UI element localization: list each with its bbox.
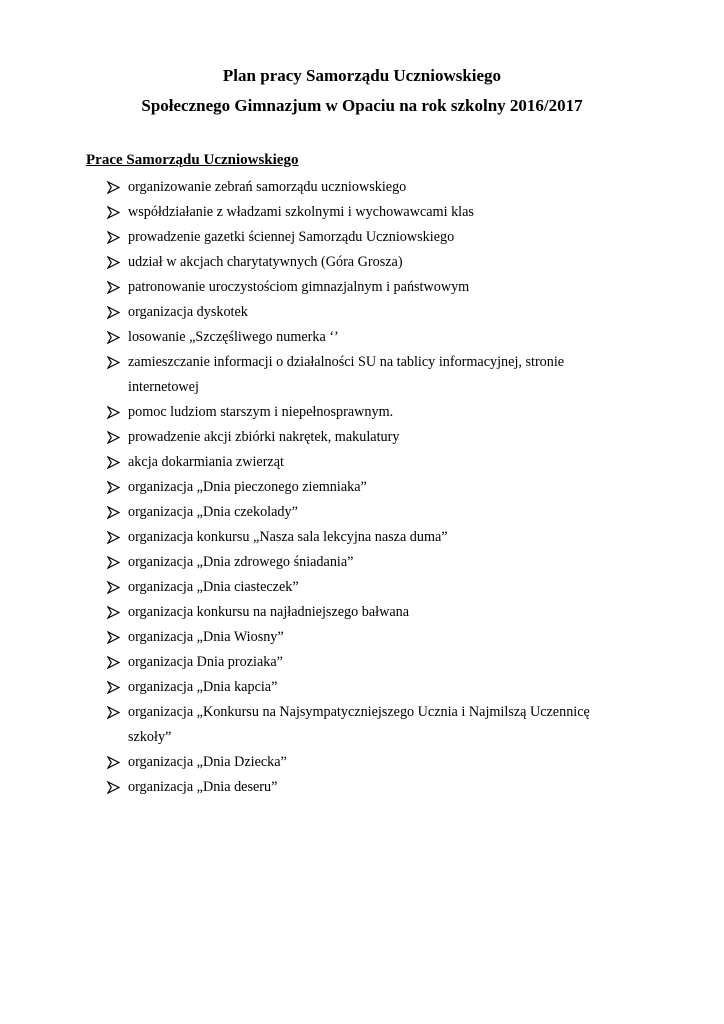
arrowhead-bullet-icon	[107, 450, 121, 475]
list-item-text: organizacja konkursu na najładniejszego bałwana	[128, 604, 410, 620]
arrowhead-bullet-icon	[107, 525, 121, 550]
list-item-text: prowadzenie gazetki ściennej Samorządu Uczniowskiego	[128, 229, 455, 245]
section-heading: Prace Samorządu Uczniowskiego	[86, 152, 299, 168]
arrowhead-bullet-icon	[107, 700, 121, 725]
list-item	[0, 225, 628, 250]
list-item	[0, 650, 628, 675]
list-item-text: organizacja dyskotek	[128, 304, 248, 320]
list-item	[0, 775, 628, 800]
list-item	[0, 500, 628, 525]
list-item	[0, 350, 628, 400]
list-item-text: organizacja „Dnia pieczonego ziemniaka”	[128, 479, 367, 495]
list-item-text: patronowanie uroczystościom gimnazjalnym i państwowym	[128, 279, 470, 295]
arrowhead-bullet-icon	[107, 575, 121, 600]
arrowhead-bullet-icon	[107, 250, 121, 275]
arrowhead-bullet-icon	[107, 325, 121, 350]
list-item-text: zamieszczanie informacji o działalności SU na tablicy informacyjnej, stronie internetowej	[128, 354, 565, 395]
arrowhead-bullet-icon	[107, 550, 121, 575]
list-item-text: organizacja „Dnia zdrowego śniadania”	[128, 554, 354, 570]
list-item	[0, 550, 628, 575]
list-item-text: pomoc ludziom starszym i niepełnosprawnym.	[128, 404, 394, 420]
list-item	[0, 400, 628, 425]
list-item-text: organizacja „Konkursu na Najsympatyczniejszego Ucznia i Najmilszą Uczennicę szkoły”	[128, 704, 590, 745]
arrowhead-bullet-icon	[107, 475, 121, 500]
list-item-text: udział w akcjach charytatywnych (Góra Grosza)	[128, 254, 403, 270]
arrowhead-bullet-icon	[107, 400, 121, 425]
arrowhead-bullet-icon	[107, 650, 121, 675]
list-item-text: organizacja „Dnia Dziecka”	[128, 754, 287, 770]
list-item-text: akcja dokarmiania zwierząt	[128, 454, 284, 470]
list-item	[0, 325, 628, 350]
list-item	[0, 700, 628, 750]
list-item	[0, 450, 628, 475]
list-item-text: losowanie „Szczęśliwego numerka ‘’	[128, 329, 339, 345]
arrowhead-bullet-icon	[107, 500, 121, 525]
arrowhead-bullet-icon	[107, 200, 121, 225]
list-item-text: organizacja konkursu „Nasza sala lekcyjna nasza duma”	[128, 529, 448, 545]
list-item	[0, 250, 628, 275]
list-item-text: współdziałanie z władzami szkolnymi i wychowawcami klas	[128, 204, 474, 220]
list-item	[0, 300, 628, 325]
list-item-text: organizacja „Dnia ciasteczek”	[128, 579, 299, 595]
list-item	[0, 200, 628, 225]
list-item	[0, 475, 628, 500]
arrowhead-bullet-icon	[107, 775, 121, 800]
list-item	[0, 675, 628, 700]
arrowhead-bullet-icon	[107, 750, 121, 775]
list-item	[0, 425, 628, 450]
list-item-text: organizacja „Dnia czekolady”	[128, 504, 298, 520]
list-item	[0, 600, 628, 625]
list-item	[0, 625, 628, 650]
list-item	[0, 525, 628, 550]
list-item-text: organizowanie zebrań samorządu uczniowskiego	[128, 179, 407, 195]
list-item	[0, 175, 628, 200]
arrowhead-bullet-icon	[107, 225, 121, 250]
list-item	[0, 575, 628, 600]
arrowhead-bullet-icon	[107, 300, 121, 325]
arrowhead-bullet-icon	[107, 675, 121, 700]
arrowhead-bullet-icon	[107, 425, 121, 450]
document-title-line-1: Plan pracy Samorządu Uczniowskiego	[222, 66, 502, 85]
list-item-text: organizacja Dnia proziaka”	[128, 654, 283, 670]
arrowhead-bullet-icon	[107, 350, 121, 375]
document-title-line-2: Społecznego Gimnazjum w Opaciu na rok szkolny 2016/2017	[141, 96, 583, 115]
list-item-text: organizacja „Dnia deseru”	[128, 779, 278, 795]
arrowhead-bullet-icon	[107, 275, 121, 300]
bullet-list	[0, 175, 724, 800]
arrowhead-bullet-icon	[107, 175, 121, 200]
list-item	[0, 275, 628, 300]
list-item-text: organizacja „Dnia kapcia”	[128, 679, 278, 695]
list-item-text: prowadzenie akcji zbiórki nakrętek, makulatury	[128, 429, 400, 445]
list-item-text: organizacja „Dnia Wiosny”	[128, 629, 284, 645]
arrowhead-bullet-icon	[107, 600, 121, 625]
list-item	[0, 750, 628, 775]
arrowhead-bullet-icon	[107, 625, 121, 650]
